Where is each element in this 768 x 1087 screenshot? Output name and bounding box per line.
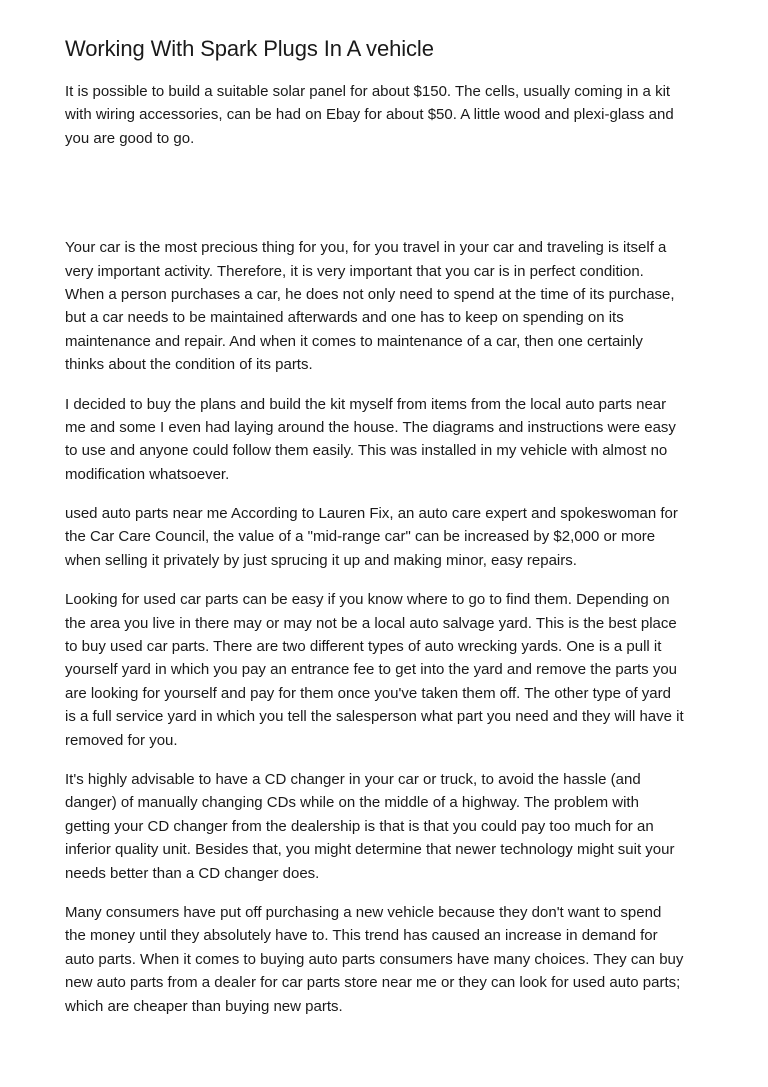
paragraph-line: When a person purchases a car, he does not only need to spend at the time of its purchase, — [65, 285, 675, 303]
paragraph-line: when selling it privately by just sprucing it up and making minor, easy repairs. — [65, 551, 577, 569]
paragraph-line: with wiring accessories, can be had on Ebay for about $50. A little wood and plexi-glass and — [65, 106, 674, 124]
paragraph-line: Looking for used car parts can be easy if you know where to go to find them. Depending on — [65, 591, 670, 609]
paragraph — [65, 502, 710, 572]
paragraph — [65, 393, 710, 487]
paragraph-line: which are cheaper than buying new parts. — [65, 997, 343, 1015]
paragraph-line: auto parts. When it comes to buying auto parts consumers have many choices. They can buy — [65, 950, 684, 968]
paragraph-line: yourself yard in which you pay an entrance fee to get into the yard and remove the parts you — [65, 661, 678, 679]
paragraph-line: It's highly advisable to have a CD changer in your car or truck, to avoid the hassle (and — [65, 770, 641, 788]
paragraph-line: Many consumers have put off purchasing a new vehicle because they don't want to spend — [65, 903, 662, 921]
paragraph-line: you are good to go. — [65, 129, 195, 147]
paragraph-line: to use and anyone could follow them easily. This was installed in my vehicle with almost no — [65, 442, 668, 460]
paragraph — [65, 236, 710, 376]
paragraph-line: thinks about the condition of its parts. — [65, 356, 313, 374]
paragraph-line: very important activity. Therefore, it is very important that you car is in perfect condition. — [65, 262, 644, 280]
paragraph-line: to buy used car parts. There are two different types of auto wrecking yards. One is a pull it — [65, 638, 662, 656]
page-title: Working With Spark Plugs In A vehicle — [65, 36, 434, 61]
paragraph-line: maintenance and repair. And when it comes to maintenance of a car, then one certainly — [65, 332, 643, 350]
paragraph-line: inferior quality unit. Besides that, you might determine that newer technology might suit your — [65, 841, 675, 859]
document-page — [65, 30, 710, 1018]
paragraph-line: me and some I even had laying around the house. The diagrams and instructions were easy — [65, 418, 676, 436]
paragraph-line: the Car Care Council, the value of a "mid-range car" can be increased by $2,000 or more — [65, 528, 656, 546]
paragraph-line: danger) of manually changing CDs while on the middle of a highway. The problem with — [65, 794, 639, 812]
paragraph — [65, 588, 710, 752]
paragraph-line: is a full service yard in which you tell the salesperson what part you need and they will have it — [65, 708, 684, 726]
paragraph-line: getting your CD changer from the dealership is that is that you could pay too much for an — [65, 817, 654, 835]
paragraph-line: new auto parts from a dealer for car parts store near me or they can look for used auto parts; — [65, 974, 681, 992]
paragraph-line: needs better than a CD changer does. — [65, 864, 320, 882]
paragraph — [65, 901, 710, 1018]
paragraph-line: Your car is the most precious thing for you, for you travel in your car and traveling is itself a — [65, 239, 667, 257]
paragraph-line: removed for you. — [65, 731, 178, 749]
paragraph-line: It is possible to build a suitable solar panel for about $150. The cells, usually coming in a kit — [65, 83, 671, 100]
paragraph-line: modification whatsoever. — [65, 465, 230, 483]
paragraph-line: but a car needs to be maintained afterwards and one has to keep on spending on its — [65, 309, 624, 327]
paragraph-line: the area you live in there may or may not be a local auto salvage yard. This is the best place — [65, 614, 677, 632]
paragraph-line: are looking for yourself and pay for them once you've taken them off. The other type of yard — [65, 684, 671, 702]
paragraph — [65, 80, 710, 150]
paragraph-line: the money until they absolutely have to. This trend has caused an increase in demand for — [65, 927, 658, 945]
paragraph-line: used auto parts near me According to Lauren Fix, an auto care expert and spokeswoman for — [65, 505, 678, 523]
paragraph — [65, 768, 710, 885]
paragraph-line: I decided to buy the plans and build the kit myself from items from the local auto parts near — [65, 395, 667, 413]
